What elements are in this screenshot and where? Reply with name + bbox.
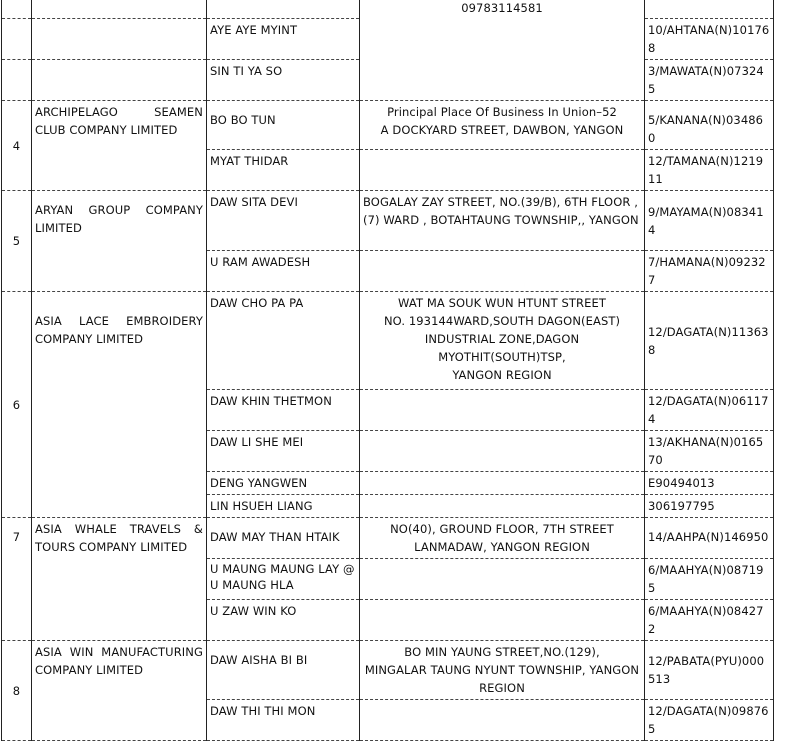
director-cell: BO BO TUN xyxy=(207,101,360,150)
nrc-cell: 12/TAMANA(N)121911 xyxy=(645,150,774,191)
director-cell: U ZAW WIN KO xyxy=(207,600,360,641)
address-cell: BOGALAY ZAY STREET, NO.(39/B), 6TH FLOOR , (7) WARD , BOTAHTAUNG TOWNSHIP,, YANGON xyxy=(360,191,645,251)
row-number: 4 xyxy=(2,101,32,191)
nrc-cell: 14/AAHPA(N)146950 xyxy=(645,518,774,559)
director-cell: DAW LI SHE MEI xyxy=(207,431,360,472)
table-row xyxy=(2,518,774,559)
company-name-cell: ASIA WIN MANUFACTURING COMPANY LIMITED xyxy=(32,641,207,741)
director-cell: DAW AISHA BI BI xyxy=(207,641,360,700)
director-cell: DAW CHO PA PA xyxy=(207,292,360,390)
nrc-cell: 12/DAGATA(N)098765 xyxy=(645,700,774,741)
table-row xyxy=(2,292,774,390)
director-cell: AYE AYE MYINT xyxy=(207,19,360,60)
nrc-cell: 13/AKHANA(N)016570 xyxy=(645,431,774,472)
nrc-cell: 3/MAWATA(N)073245 xyxy=(645,60,774,101)
nrc-cell: 9/MAYAMA(N)083414 xyxy=(645,191,774,251)
nrc-cell: 306197795 xyxy=(645,495,774,518)
row-number: 7 xyxy=(2,518,32,641)
address-cell: WAT MA SOUK WUN HTUNT STREET NO. 193144WARD,SOUTH DAGON(EAST) INDUSTRIAL ZONE,DAGON MYOTHIT(SOUTH)TSP, YANGON REGION xyxy=(360,292,645,390)
address-cell: Principal Place Of Business In Union–52 A DOCKYARD STREET, DAWBON, YANGON xyxy=(360,101,645,150)
address-cell: NO(40), GROUND FLOOR, 7TH STREET LANMADAW, YANGON REGION xyxy=(360,518,645,559)
company-directors-table xyxy=(1,0,774,741)
company-name-cell: ARCHIPELAGO SEAMEN CLUB COMPANY LIMITED xyxy=(32,101,207,191)
nrc-cell: 12/DAGATA(N)061174 xyxy=(645,390,774,431)
company-name-cell: ARYAN GROUP COMPANY LIMITED xyxy=(32,191,207,292)
row-number: 8 xyxy=(2,641,32,741)
table-row xyxy=(2,0,774,19)
nrc-cell: E90494013 xyxy=(645,472,774,495)
nrc-cell: 12/DAGATA(N)113638 xyxy=(645,292,774,390)
nrc-cell: 6/MAAHYA(N)087195 xyxy=(645,559,774,600)
table-row xyxy=(2,191,774,251)
director-cell: MYAT THIDAR xyxy=(207,150,360,191)
director-cell: DENG YANGWEN xyxy=(207,472,360,495)
director-cell: DAW KHIN THETMON xyxy=(207,390,360,431)
company-name-cell: ASIA WHALE TRAVELS & TOURS COMPANY LIMITED xyxy=(32,518,207,641)
director-cell: LIN HSUEH LIANG xyxy=(207,495,360,518)
nrc-cell: 10/AHTANA(N)101768 xyxy=(645,19,774,60)
row-number: 5 xyxy=(2,191,32,292)
director-cell: DAW SITA DEVI xyxy=(207,191,360,251)
director-cell: DAW THI THI MON xyxy=(207,700,360,741)
nrc-cell: 5/KANANA(N)034860 xyxy=(645,101,774,150)
director-cell: U MAUNG MAUNG LAY @ U MAUNG HLA xyxy=(207,559,360,600)
director-cell: U RAM AWADESH xyxy=(207,251,360,292)
nrc-cell: 6/MAAHYA(N)084272 xyxy=(645,600,774,641)
director-cell: SIN TI YA SO xyxy=(207,60,360,101)
table-row xyxy=(2,101,774,150)
table-row xyxy=(2,641,774,700)
nrc-cell: 12/PABATA(PYU)000513 xyxy=(645,641,774,700)
row-number: 6 xyxy=(2,292,32,518)
director-cell: DAW MAY THAN HTAIK xyxy=(207,518,360,559)
address-cell: 09783114581 xyxy=(360,0,645,101)
company-name-cell: ASIA LACE EMBROIDERY COMPANY LIMITED xyxy=(32,292,207,518)
nrc-cell: 7/HAMANA(N)092327 xyxy=(645,251,774,292)
address-cell: BO MIN YAUNG STREET,NO.(129), MINGALAR TAUNG NYUNT TOWNSHIP, YANGON REGION xyxy=(360,641,645,700)
